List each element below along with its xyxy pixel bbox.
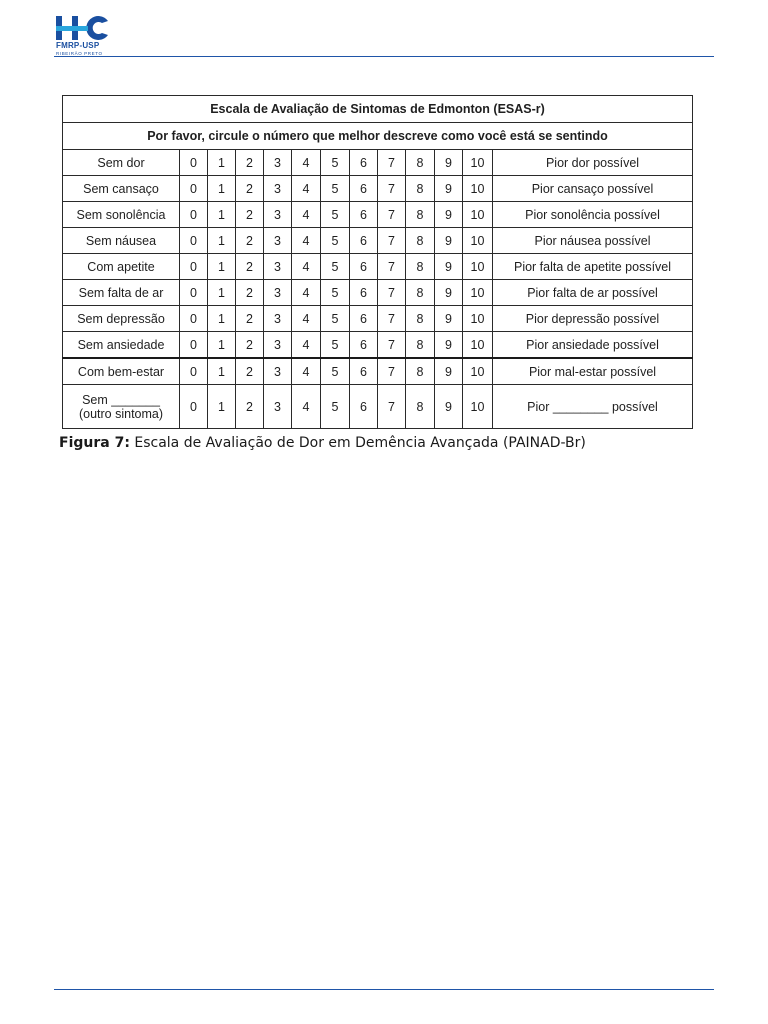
scale-value-8: 8: [406, 150, 435, 176]
scale-value-10: 10: [463, 280, 493, 306]
scale-value-7: 7: [378, 228, 406, 254]
symptom-row: [63, 150, 693, 176]
footer-divider: [54, 989, 714, 990]
scale-value-1: 1: [208, 150, 236, 176]
scale-value-10: 10: [463, 228, 493, 254]
scale-value-9: 9: [435, 332, 463, 359]
scale-value-2: 2: [236, 280, 264, 306]
symptom-worst-label: Pior náusea possível: [493, 228, 693, 254]
symptom-absent-label: Sem depressão: [63, 306, 180, 332]
scale-value-4: 4: [292, 280, 321, 306]
scale-value-4: 4: [292, 150, 321, 176]
scale-value-9: 9: [435, 358, 463, 385]
symptom-row: [63, 280, 693, 306]
scale-value-7: 7: [378, 280, 406, 306]
scale-value-7: 7: [378, 385, 406, 429]
scale-value-0: 0: [180, 332, 208, 359]
scale-value-8: 8: [406, 280, 435, 306]
symptom-absent-label: Sem sonolência: [63, 202, 180, 228]
symptom-row: [63, 385, 693, 429]
symptom-worst-label: Pior falta de apetite possível: [493, 254, 693, 280]
logo-subtext: RIBEIRÃO PRETO: [56, 51, 103, 56]
symptom-row: [63, 254, 693, 280]
scale-value-10: 10: [463, 332, 493, 359]
scale-value-7: 7: [378, 358, 406, 385]
scale-value-8: 8: [406, 228, 435, 254]
scale-value-0: 0: [180, 150, 208, 176]
scale-value-7: 7: [378, 176, 406, 202]
scale-value-4: 4: [292, 254, 321, 280]
scale-value-5: 5: [321, 385, 350, 429]
scale-value-9: 9: [435, 254, 463, 280]
scale-value-6: 6: [350, 254, 378, 280]
symptom-worst-label: Pior mal-estar possível: [493, 358, 693, 385]
symptom-absent-label: Sem cansaço: [63, 176, 180, 202]
scale-value-2: 2: [236, 176, 264, 202]
scale-value-0: 0: [180, 280, 208, 306]
logo-text: FMRP-USP: [56, 41, 100, 50]
symptom-row: [63, 176, 693, 202]
scale-value-6: 6: [350, 306, 378, 332]
scale-value-1: 1: [208, 202, 236, 228]
scale-value-2: 2: [236, 254, 264, 280]
scale-value-7: 7: [378, 254, 406, 280]
scale-value-4: 4: [292, 228, 321, 254]
scale-value-2: 2: [236, 358, 264, 385]
scale-value-0: 0: [180, 254, 208, 280]
scale-value-4: 4: [292, 306, 321, 332]
scale-value-7: 7: [378, 332, 406, 359]
symptom-worst-label: Pior cansaço possível: [493, 176, 693, 202]
scale-value-2: 2: [236, 385, 264, 429]
scale-value-2: 2: [236, 202, 264, 228]
scale-value-2: 2: [236, 332, 264, 359]
scale-value-8: 8: [406, 332, 435, 359]
scale-value-3: 3: [264, 358, 292, 385]
symptom-absent-text: Sem _______: [82, 392, 160, 407]
symptom-row: [63, 332, 693, 359]
scale-value-2: 2: [236, 150, 264, 176]
scale-value-8: 8: [406, 176, 435, 202]
scale-value-10: 10: [463, 254, 493, 280]
scale-value-0: 0: [180, 358, 208, 385]
scale-value-9: 9: [435, 176, 463, 202]
caption-label: Figura 7:: [59, 435, 130, 451]
scale-value-0: 0: [180, 228, 208, 254]
symptom-absent-label: Sem dor: [63, 150, 180, 176]
figure-caption: [59, 435, 586, 451]
scale-value-3: 3: [264, 176, 292, 202]
scale-value-3: 3: [264, 228, 292, 254]
scale-value-1: 1: [208, 306, 236, 332]
symptom-worst-label: Pior ________ possível: [493, 385, 693, 429]
scale-value-10: 10: [463, 358, 493, 385]
scale-value-9: 9: [435, 202, 463, 228]
symptom-worst-label: Pior sonolência possível: [493, 202, 693, 228]
scale-value-4: 4: [292, 385, 321, 429]
scale-value-7: 7: [378, 150, 406, 176]
scale-value-5: 5: [321, 150, 350, 176]
scale-value-10: 10: [463, 150, 493, 176]
symptom-row: [63, 358, 693, 385]
symptom-row: [63, 306, 693, 332]
scale-value-0: 0: [180, 202, 208, 228]
table-instruction: Por favor, circule o número que melhor descreve como você está se sentindo: [63, 123, 693, 150]
scale-value-6: 6: [350, 228, 378, 254]
scale-value-10: 10: [463, 385, 493, 429]
scale-value-6: 6: [350, 385, 378, 429]
symptom-absent-label: Sem náusea: [63, 228, 180, 254]
scale-value-9: 9: [435, 306, 463, 332]
scale-value-0: 0: [180, 306, 208, 332]
scale-value-7: 7: [378, 202, 406, 228]
scale-value-5: 5: [321, 254, 350, 280]
symptom-worst-label: Pior ansiedade possível: [493, 332, 693, 359]
scale-value-3: 3: [264, 254, 292, 280]
scale-value-4: 4: [292, 202, 321, 228]
scale-value-5: 5: [321, 202, 350, 228]
scale-value-0: 0: [180, 385, 208, 429]
scale-value-1: 1: [208, 254, 236, 280]
scale-value-9: 9: [435, 228, 463, 254]
scale-value-6: 6: [350, 150, 378, 176]
scale-value-6: 6: [350, 176, 378, 202]
scale-value-5: 5: [321, 306, 350, 332]
caption-text: Escala de Avaliação de Dor em Demência Avançada (PAINAD-Br): [129, 435, 586, 451]
scale-value-1: 1: [208, 280, 236, 306]
esas-r-table: [62, 95, 693, 429]
scale-value-3: 3: [264, 385, 292, 429]
scale-value-1: 1: [208, 358, 236, 385]
scale-value-5: 5: [321, 332, 350, 359]
scale-value-2: 2: [236, 306, 264, 332]
scale-value-9: 9: [435, 280, 463, 306]
hc-logo-mark: [56, 16, 110, 40]
scale-value-8: 8: [406, 306, 435, 332]
symptom-absent-subtext: (outro sintoma): [78, 406, 164, 421]
symptom-absent-label: Sem ansiedade: [63, 332, 180, 359]
scale-value-3: 3: [264, 306, 292, 332]
scale-value-4: 4: [292, 176, 321, 202]
scale-value-6: 6: [350, 280, 378, 306]
scale-value-1: 1: [208, 385, 236, 429]
symptom-absent-label: [63, 385, 180, 429]
scale-value-0: 0: [180, 176, 208, 202]
scale-value-5: 5: [321, 358, 350, 385]
scale-value-4: 4: [292, 332, 321, 359]
scale-value-6: 6: [350, 358, 378, 385]
scale-value-10: 10: [463, 202, 493, 228]
scale-value-5: 5: [321, 228, 350, 254]
scale-value-8: 8: [406, 202, 435, 228]
scale-value-1: 1: [208, 228, 236, 254]
scale-value-7: 7: [378, 306, 406, 332]
scale-value-5: 5: [321, 280, 350, 306]
scale-value-5: 5: [321, 176, 350, 202]
scale-value-9: 9: [435, 385, 463, 429]
header-divider: [54, 56, 714, 57]
scale-value-8: 8: [406, 254, 435, 280]
scale-value-3: 3: [264, 150, 292, 176]
symptom-absent-label: Com apetite: [63, 254, 180, 280]
symptom-row: [63, 228, 693, 254]
scale-value-3: 3: [264, 202, 292, 228]
scale-value-6: 6: [350, 332, 378, 359]
scale-value-1: 1: [208, 332, 236, 359]
symptom-worst-label: Pior depressão possível: [493, 306, 693, 332]
scale-value-3: 3: [264, 332, 292, 359]
scale-value-2: 2: [236, 228, 264, 254]
scale-value-6: 6: [350, 202, 378, 228]
scale-value-10: 10: [463, 176, 493, 202]
table-title: Escala de Avaliação de Sintomas de Edmonton (ESAS-r): [63, 96, 693, 123]
scale-value-1: 1: [208, 176, 236, 202]
symptom-worst-label: Pior falta de ar possível: [493, 280, 693, 306]
scale-value-8: 8: [406, 358, 435, 385]
hc-fmrp-usp-logo: [54, 14, 114, 58]
symptom-worst-label: Pior dor possível: [493, 150, 693, 176]
symptom-row: [63, 202, 693, 228]
scale-value-8: 8: [406, 385, 435, 429]
scale-value-3: 3: [264, 280, 292, 306]
symptom-absent-label: Com bem-estar: [63, 358, 180, 385]
scale-value-10: 10: [463, 306, 493, 332]
symptom-absent-label: Sem falta de ar: [63, 280, 180, 306]
scale-value-4: 4: [292, 358, 321, 385]
scale-value-9: 9: [435, 150, 463, 176]
